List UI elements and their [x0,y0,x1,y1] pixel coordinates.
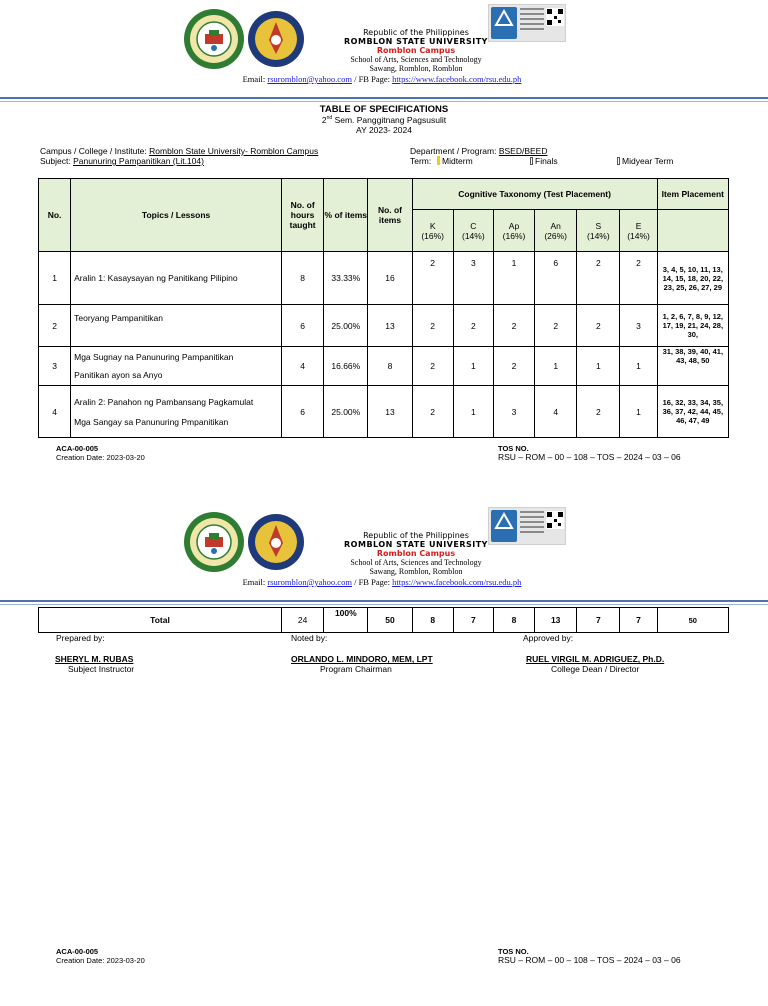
term-midterm-option[interactable] [437,156,473,166]
col-placement-header: Item Placement [657,179,728,210]
row-k: 2 [412,305,453,347]
level-s-header [577,210,620,252]
row-ap: 2 [493,305,534,347]
row-an: 1 [535,347,577,386]
row-placement: 31, 38, 39, 40, 41, 43, 48, 50 [657,347,728,386]
row-c: 3 [453,252,493,305]
footer-tos-value: RSU – ROM – 00 – 108 – TOS – 2024 – 03 – 06 [498,955,681,965]
row-items: 13 [368,305,412,347]
footer-left-1 [56,444,145,462]
row-items: 8 [368,347,412,386]
level-code: An [550,220,561,231]
total-hours: 24 [282,608,324,633]
total-row [39,608,729,633]
row-an: 2 [535,305,577,347]
level-code: Ap [508,220,520,231]
campus-line [40,146,318,156]
row-percent: 16.66% [324,347,368,386]
row-s: 1 [577,347,620,386]
header-campus: Romblon Campus [376,549,456,558]
row-k: 2 [412,347,453,386]
header-rule-thin [0,604,768,605]
row-items: 13 [368,386,412,438]
topic-line: Aralin 2: Panahon ng Pambansang Pagkamulat [74,396,254,407]
unchecked-box-icon [617,157,620,165]
prepared-signatory [55,654,165,674]
total-c: 7 [453,608,493,633]
row-k: 2 [412,252,453,305]
unchecked-box-icon [530,157,533,165]
term-line [410,156,730,166]
row-no: 1 [39,252,71,305]
footer-creation: Creation Date: 2023-03-20 [56,453,145,462]
email-label: Email: [242,74,268,84]
header-text [180,28,580,84]
total-percent: 100% [324,608,368,633]
subject-label: Subject: [40,156,74,166]
page-header-2 [0,503,768,599]
topic-line: Mga Sugnay na Panunuring Pampanitikan [74,352,234,362]
level-code: C [470,220,477,231]
term-finals-option[interactable] [530,156,558,166]
header-republic: Republic of the Philippines [363,28,469,37]
footer-right-2 [498,947,681,965]
topic-line: Teoryang Pampanitikan [74,313,163,323]
department-line [410,146,730,156]
level-pct: (26%) [544,230,568,241]
level-k-header [412,210,453,252]
email-link[interactable]: rsuromblon@yahoo.com [267,577,352,587]
row-no: 2 [39,305,71,347]
prepared-role: Subject Instructor [68,664,135,674]
col-items-header: No. of items [368,179,412,252]
footer-code: ACA-00-005 [56,444,99,453]
header-republic: Republic of the Philippines [363,531,469,540]
level-an-header [535,210,577,252]
footer-creation: Creation Date: 2023-03-20 [56,956,145,965]
total-ap: 8 [493,608,534,633]
page-header-1 [0,0,768,96]
total-placement: 50 [657,608,728,633]
table-row [39,305,729,347]
term-midterm-label: Midterm [442,156,473,166]
row-e: 3 [620,305,657,347]
row-hours: 6 [282,305,324,347]
table-row [39,386,729,438]
col-topics-header: Topics / Lessons [71,179,282,252]
fb-label: / FB Page: [351,74,393,84]
table-row [39,252,729,305]
term-midyear-label: Midyear Term [622,156,674,166]
checked-box-icon [437,156,440,165]
header-university: ROMBLON STATE UNIVERSITY [344,37,488,46]
level-ap-header [493,210,534,252]
row-c: 2 [453,305,493,347]
header-rule [0,600,768,602]
prepared-label: Prepared by: [56,633,105,643]
semester-number: 2 [321,115,327,125]
row-percent: 25.00% [324,305,368,347]
specifications-table [38,178,729,438]
row-an: 6 [535,252,577,305]
row-placement: 3, 4, 5, 10, 11, 13, 14, 15, 18, 20, 22, 23, 25, 26, 27, 29 [657,252,728,305]
total-e: 7 [620,608,657,633]
topic-line: Aralin 1: Kasaysayan ng Panitikang Pilipino [74,273,238,283]
row-no: 3 [39,347,71,386]
row-s: 2 [577,305,620,347]
total-k: 8 [412,608,453,633]
row-topic [71,305,282,347]
footer-right-1 [498,444,681,462]
row-topic [71,347,282,386]
row-topic [71,252,282,305]
term-finals-label: Finals [535,156,558,166]
total-label: Total [39,608,282,633]
approved-name: RUEL VIRGIL M. ADRIGUEZ, Ph.D. [526,654,665,664]
row-c: 1 [453,347,493,386]
title-block [0,104,768,135]
page-title: TABLE OF SPECIFICATIONS [319,104,449,115]
fb-link[interactable]: https://www.facebook.com/rsu.edu.ph [392,577,522,587]
level-pct: (14%) [587,230,610,241]
approved-label: Approved by: [523,633,574,643]
header-school: School of Arts, Sciences and Technology [350,55,482,64]
footer-tos-label: TOS NO. [498,444,529,453]
total-items: 50 [368,608,412,633]
header-address: Sawang, Romblon, Romblon [369,64,463,73]
row-hours: 4 [282,347,324,386]
row-ap: 3 [493,386,534,438]
email-label: Email: [242,577,268,587]
campus-label: Campus / College / Institute: [40,146,150,156]
approved-signatory [526,654,686,674]
subject-line [40,156,318,166]
row-no: 4 [39,386,71,438]
level-c-header [453,210,493,252]
fb-link[interactable]: https://www.facebook.com/rsu.edu.ph [392,74,522,84]
col-hours-header: No. of hours taught [282,179,324,252]
row-e: 1 [620,347,657,386]
row-e: 1 [620,386,657,438]
topic-line: Mga Sangay sa Panunuring Pmpanitikan [74,416,229,427]
col-percent-header: % of items [324,179,368,252]
row-c: 1 [453,386,493,438]
header-contact [184,74,580,84]
noted-label: Noted by: [291,633,328,643]
level-pct: (16%) [502,230,526,241]
col-no-header: No. [39,179,71,252]
campus-value: Romblon State University- Romblon Campus [149,146,319,156]
table-header-row [39,179,729,210]
semester-suffix: nd [326,115,333,122]
row-e: 2 [620,252,657,305]
noted-role: Program Chairman [320,664,392,674]
header-university: ROMBLON STATE UNIVERSITY [344,540,488,549]
row-an: 4 [535,386,577,438]
semester-text: Sem. Panggitnang Pagsusulit [332,115,447,125]
header-contact [184,577,580,587]
semester-line [0,115,768,125]
prepared-name: SHERYL M. RUBAS [55,654,134,664]
department-label: Department / Program: [410,146,499,156]
col-taxonomy-header: Cognitive Taxonomy (Test Placement) [412,179,657,210]
noted-signatory [291,654,451,674]
header-text [180,531,580,587]
info-right [410,146,730,166]
footer-tos-label: TOS NO. [498,947,529,956]
level-e-header [620,210,657,252]
row-hours: 6 [282,386,324,438]
row-placement: 1, 2, 6, 7, 8, 9, 12, 17, 19, 21, 24, 28, 30, [657,305,728,347]
total-an: 13 [535,608,577,633]
academic-year: AY 2023- 2024 [356,125,412,135]
total-s: 7 [577,608,620,633]
header-rule-thin [0,101,768,102]
row-s: 2 [577,386,620,438]
level-pct: (14%) [461,230,485,241]
level-pct: (14%) [627,230,650,241]
approved-role: College Dean / Director [551,664,640,674]
row-k: 2 [412,386,453,438]
header-address: Sawang, Romblon, Romblon [369,567,463,576]
placement-subheader [657,210,728,252]
row-placement: 16, 32, 33, 34, 35, 36, 37, 42, 44, 45, 46, 47, 49 [657,386,728,438]
row-percent: 33.33% [324,252,368,305]
row-s: 2 [577,252,620,305]
subject-value: Panunuring Pampanitikan (Lit.104) [73,156,204,166]
level-pct: (16%) [421,230,444,241]
total-table [38,607,729,633]
department-value: BSED/BEED [498,146,548,156]
footer-tos-value: RSU – ROM – 00 – 108 – TOS – 2024 – 03 – 06 [498,452,681,462]
row-ap: 1 [493,252,534,305]
table-row [39,347,729,386]
row-ap: 2 [493,347,534,386]
header-school: School of Arts, Sciences and Technology [350,558,482,567]
fb-label: / FB Page: [351,577,393,587]
email-link[interactable]: rsuromblon@yahoo.com [267,74,352,84]
term-midyear-option[interactable] [617,156,673,166]
noted-name: ORLANDO L. MINDORO, MEM, LPT [291,654,433,664]
row-percent: 25.00% [324,386,368,438]
topic-line: Panitikan ayon sa Anyo [74,370,163,380]
row-topic [71,386,282,438]
header-campus: Romblon Campus [376,46,456,55]
level-code: S [595,220,602,231]
row-hours: 8 [282,252,324,305]
row-items: 16 [368,252,412,305]
footer-left-2 [56,947,145,965]
term-label: Term: [410,156,432,166]
footer-code: ACA-00-005 [56,947,99,956]
level-code: K [429,220,436,231]
info-left [40,146,318,166]
header-rule [0,97,768,99]
level-code: E [635,220,642,231]
